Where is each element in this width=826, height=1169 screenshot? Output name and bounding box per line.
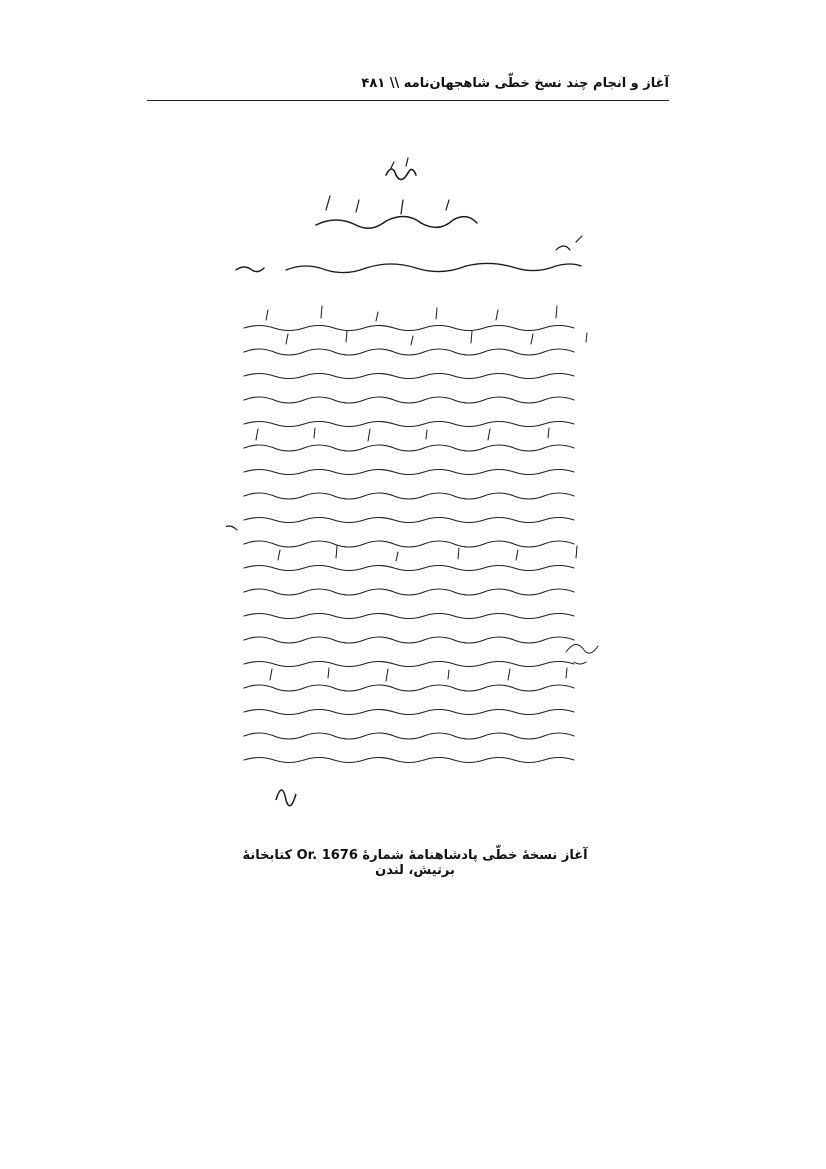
running-header: آغاز و انجام چند نسخ خطّی شاهجهان‌نامه \\ ۴۸۱ <box>361 76 669 91</box>
figure-caption: آغاز نسخهٔ خطّی پادشاهنامهٔ شمارهٔ Or. 1676 کتابخانهٔ برتیش، لندن <box>242 848 588 878</box>
header-divider <box>147 100 669 101</box>
manuscript-image <box>226 150 616 830</box>
handwritten-manuscript-page-icon <box>226 150 616 830</box>
